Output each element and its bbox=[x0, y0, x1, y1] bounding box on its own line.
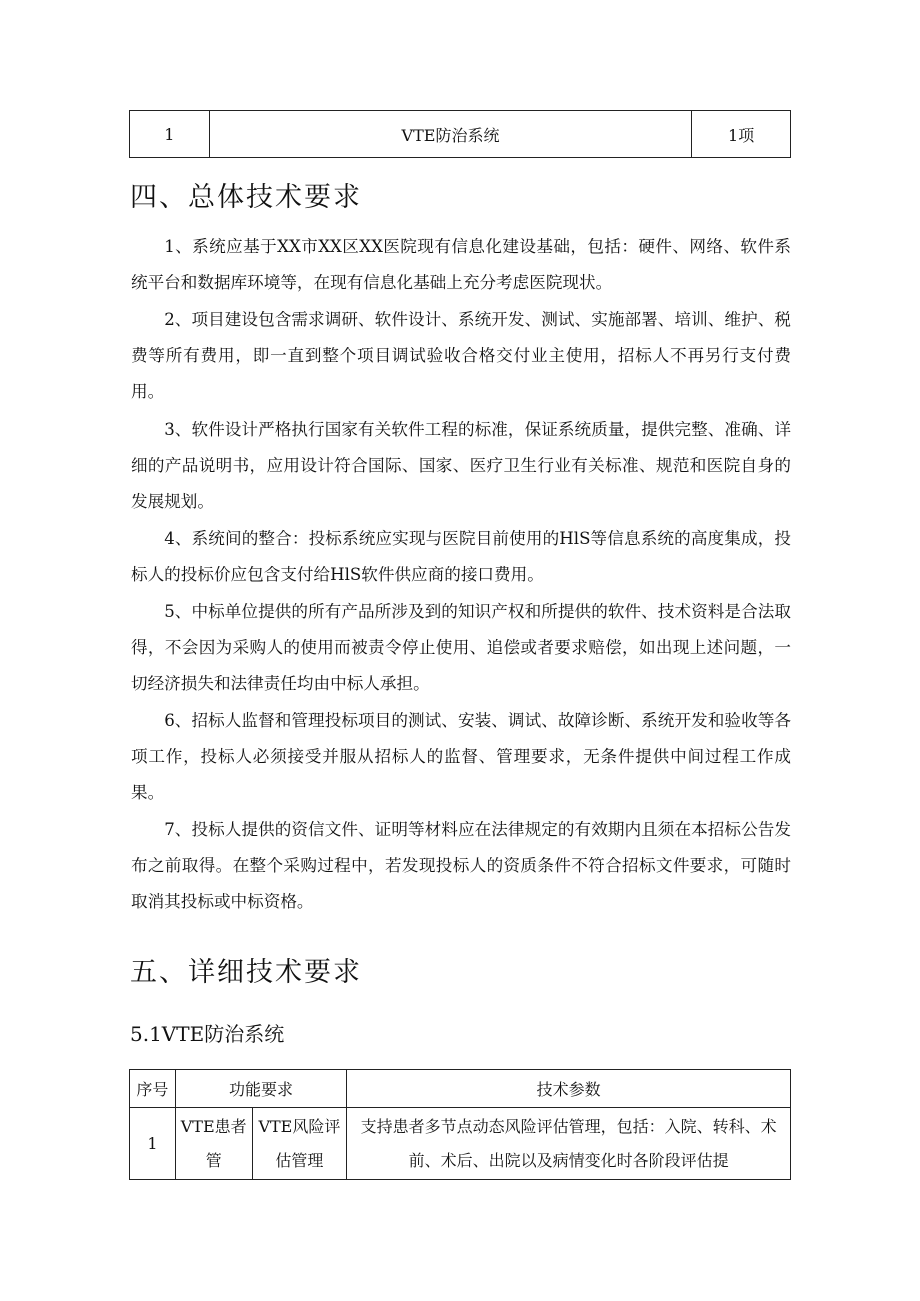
function-item-line-1: VTE风险评 bbox=[258, 1116, 341, 1136]
function-category-cell bbox=[175, 1108, 252, 1180]
paragraph-7: 7、投标人提供的资信文件、证明等材料应在法律规定的有效期内且须在本招标公告发布之前取得。在整个采购过程中，若发现投标人的资质条件不符合招标文件要求，可随时取消其投标或中标资格。 bbox=[131, 820, 791, 911]
function-item-cell bbox=[252, 1108, 347, 1180]
section-5-1-subheading: 5.1VTE防治系统 bbox=[130, 1022, 285, 1046]
header-number: 序号 bbox=[130, 1070, 176, 1108]
table-row bbox=[130, 1108, 791, 1180]
item-name-cell: VTE防治系统 bbox=[209, 111, 692, 158]
function-category-line-2: 管 bbox=[205, 1150, 222, 1170]
params-line-2: 前、术后、出院以及病情变化时各阶段评估提 bbox=[408, 1150, 729, 1170]
function-category-line-1: VTE患者 bbox=[180, 1116, 247, 1136]
section-5-heading: 五、详细技术要求 bbox=[130, 957, 362, 988]
params-cell bbox=[347, 1108, 791, 1180]
paragraph-5: 5、中标单位提供的所有产品所涉及到的知识产权和所提供的软件、技术资料是合法取得，不会因为采购人的使用而被责令停止使用、追偿或者要求赔偿，如出现上述问题，一切经济损失和法律责任均由中标人承担。 bbox=[131, 602, 791, 693]
paragraph-6: 6、招标人监督和管理投标项目的测试、安装、调试、故障诊断、系统开发和验收等各项工作，投标人必须接受并服从招标人的监督、管理要求，无条件提供中间过程工作成果。 bbox=[131, 711, 791, 802]
spec-table bbox=[129, 1069, 791, 1180]
paragraph-1: 1、系统应基于XX市XX区XX医院现有信息化建设基础，包括：硬件、网络、软件系统平台和数据库环境等，在现有信息化基础上充分考虑医院现状。 bbox=[131, 237, 791, 292]
header-params: 技术参数 bbox=[347, 1070, 791, 1108]
function-item-line-2: 估管理 bbox=[275, 1150, 324, 1170]
item-number-cell: 1 bbox=[130, 111, 210, 158]
table-row bbox=[130, 111, 791, 158]
params-line-1: 支持患者多节点动态风险评估管理，包括：入院、转科、术 bbox=[360, 1116, 777, 1136]
row-number-cell: 1 bbox=[130, 1108, 176, 1180]
paragraph-4: 4、系统间的整合：投标系统应实现与医院目前使用的HlS等信息系统的高度集成，投标人的投标价应包含支付给HlS软件供应商的接口费用。 bbox=[131, 529, 791, 584]
item-quantity-cell: 1项 bbox=[692, 111, 791, 158]
section-4-heading: 四、总体技术要求 bbox=[130, 182, 362, 213]
paragraph-3: 3、软件设计严格执行国家有关软件工程的标准，保证系统质量，提供完整、准确、详细的产品说明书，应用设计符合国际、国家、医疗卫生行业有关标准、规范和医院自身的发展规划。 bbox=[131, 420, 791, 511]
header-function: 功能要求 bbox=[175, 1070, 346, 1108]
item-table bbox=[129, 110, 791, 158]
table-header-row bbox=[130, 1070, 791, 1108]
paragraph-2: 2、项目建设包含需求调研、软件设计、系统开发、测试、实施部署、培训、维护、税费等所有费用，即一直到整个项目调试验收合格交付业主使用，招标人不再另行支付费用。 bbox=[131, 310, 791, 401]
